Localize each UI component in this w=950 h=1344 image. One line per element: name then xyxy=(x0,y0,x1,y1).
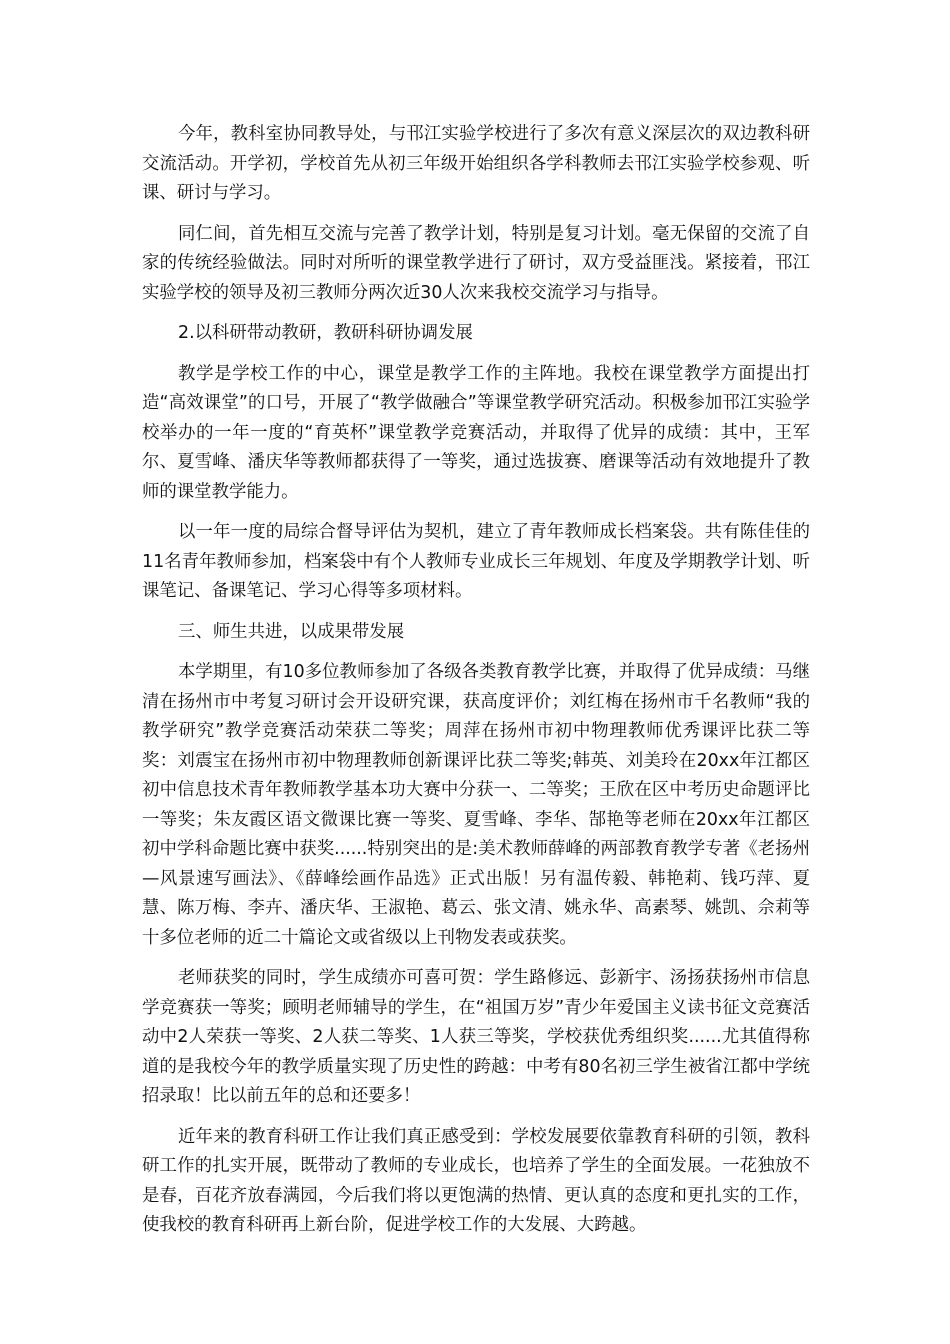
paragraph-young-teacher-portfolio: 以一年一度的局综合督导评估为契机，建立了青年教师成长档案袋。共有陈佳佳的11名青年教师参加，档案袋中有个人教师专业成长三年规划、年度及学期教学计划、听课笔记、备课笔记、学习心得等多项材料。 xyxy=(142,522,810,601)
paragraph-classroom-teaching: 教学是学校工作的中心，课堂是教学工作的主阵地。我校在课堂教学方面提出打造“高效课堂”的口号，开展了“教学做融合”等课堂教学研究活动。积极参加邗江实验学校举办的一年一度的“育英杯”课堂教学竞赛活动，并取得了优异的成绩：其中，王军尔、夏雪峰、潘庆华等教师都获得了一等奖，通过选拔赛、磨课等活动有效地提升了教师的课堂教学能力。 xyxy=(142,363,810,502)
paragraph-student-awards: 老师获奖的同时，学生成绩亦可喜可贺：学生路修远、彭新宇、汤扬获扬州市信息学竞赛获一等奖；顾明老师辅导的学生，在“祖国万岁”青少年爱国主义读书征文竞赛活动中2人荣获一等奖、2人获二等奖、1人获三等奖，学校获优秀组织奖......尤其值得称道的是我校今年的教学质量实现了历史性的跨越：中考有80名初三学生被省江都中学统招录取！比以前五年的总和还要多！ xyxy=(142,968,810,1106)
document-body xyxy=(142,120,810,1252)
section-heading-research-driven: 2.以科研带动教研，教研科研协调发展 xyxy=(178,323,473,343)
paragraph-teacher-awards: 本学期里，有10多位教师参加了各级各类教育教学比赛，并取得了优异成绩：马继清在扬州市中考复习研讨会开设研究课，获高度评价；刘红梅在扬州市千名教师“我的教学研究”教学竞赛活动荣获二等奖；周萍在扬州市初中物理教师优秀课评比获二等奖：刘震宝在扬州市初中物理教师创新课评比获二等奖;韩英、刘美玲在20xx年江都区初中信息技术青年教师教学基本功大赛中分获一、二等奖；王欣在区中考历史命题评比一等奖；朱友霞区语文微课比赛一等奖、夏雪峰、李华、郜艳等老师在20xx年江都区初中学科命题比赛中获奖......特别突出的是:美术教师薛峰的两部教育教学专著《老扬州—风景速写画法》、《薛峰绘画作品选》正式出版！另有温传毅、韩艳莉、钱巧萍、夏慧、陈万梅、李卉、潘庆华、王淑艳、葛云、张文清、姚永华、高素琴、姚凯、佘莉等十多位老师的近二十篇论文或省级以上刊物发表或获奖。 xyxy=(142,662,810,948)
paragraph-exchange-activities: 今年，教科室协同教导处，与邗江实验学校进行了多次有意义深层次的双边教科研交流活动。开学初，学校首先从初三年级开始组织各学科教师去邗江实验学校参观、听课、研讨与学习。 xyxy=(142,124,810,203)
paragraph-conclusion: 近年来的教育科研工作让我们真正感受到：学校发展要依靠教育科研的引领，教科研工作的扎实开展，既带动了教师的专业成长，也培养了学生的全面发展。一花独放不是春，百花齐放春满园，今后我们将以更饱满的热情、更认真的态度和更扎实的工作，使我校的教育科研再上新台阶，促进学校工作的大发展、大跨越。 xyxy=(142,1126,810,1235)
paragraph-teaching-plan-exchange: 同仁间，首先相互交流与完善了教学计划，特别是复习计划。毫无保留的交流了自家的传统经验做法。同时对所听的课堂教学进行了研讨，双方受益匪浅。紧接着，邗江实验学校的领导及初三教师分两次近30人次来我校交流学习与指导。 xyxy=(142,223,810,303)
section-heading-achievements: 三、师生共进，以成果带发展 xyxy=(178,621,405,642)
